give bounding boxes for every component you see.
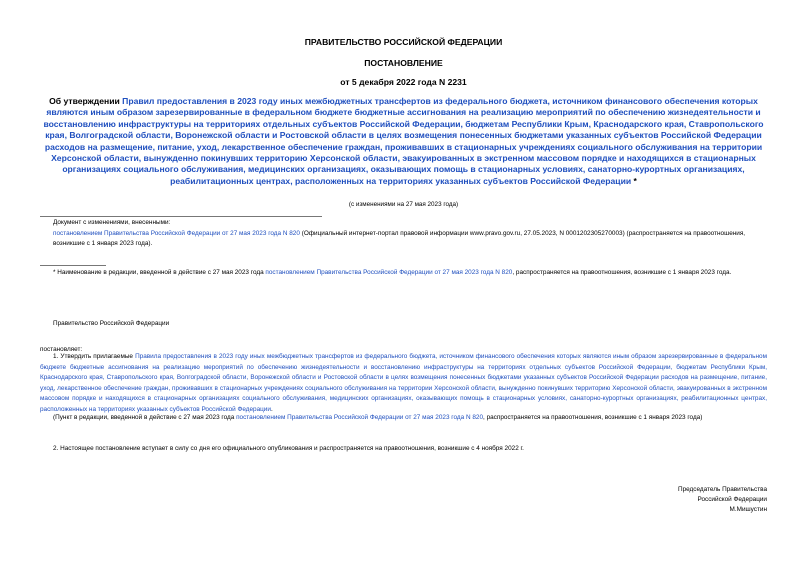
p1-note-prefix: (Пункт в редакции, введенной в действие с 27 мая 2023 года [53, 414, 237, 421]
title-suffix: * [631, 175, 637, 186]
p1-prefix: 1. Утвердить прилагаемые [53, 353, 136, 360]
footnote-suffix: , распространяется на правоотношения, возникшие с 1 января 2023 года. [512, 269, 732, 276]
resolves-line: постановляет: [40, 346, 83, 353]
doc-changes-link[interactable]: постановлением Правительства Российской Федерации от 27 мая 2023 года N 820 [53, 229, 300, 237]
document-title [40, 96, 767, 187]
p2-text: 2. Настоящее постановление вступает в силу со дня его официального опубликования и распространяется на правоотношения, возникшие с 4 ноября 2022 г. [53, 445, 524, 452]
paragraph-1 [40, 352, 767, 415]
title-rules-link[interactable]: Правил предоставления в 2023 году иных межбюджетных трансфертов из федерального бюджета, источником финансового обеспечения которых являются иным образом зарезервированные в федеральном бюджете бюджетные ассигнования на реализацию мероприятий по обеспечению жизнедеятельности и восстановлению инфраструктуры на территориях отдельных субъектов Российской Федерации, бюджетам Республики Крым, Краснодарского края, Ставропольского края, Волгоградской области, Воронежской области и Ростовской области в целях возмещения понесенных бюджетами указанных субъектов Российской Федерации расходов на размещение, питание, уход, лекарственное обеспечение граждан, проживавших в стационарных учреждениях социального обслуживания на территории Херсонской области, вынужденно покинувших территорию Херсонской области, эвакуированных в экстренном массовом порядке и находящихся в стационарных организациях социального обслуживания, медицинских организациях, оказывающих помощь в стационарных условиях, санаторно-курортных организациях, реабилитационных центрах, расположенных на территориях указанных субъектов Российской Федерации [43, 96, 764, 186]
paragraph-1-note [40, 413, 767, 424]
doc-changes-heading: Документ с изменениями, внесенными: [53, 219, 171, 226]
org-heading: ПРАВИТЕЛЬСТВО РОССИЙСКОЙ ФЕДЕРАЦИИ [304, 37, 503, 47]
doc-changes-block [40, 218, 767, 250]
signature-name: М.Мишустин [729, 506, 767, 513]
footnote-link[interactable]: постановлением Правительства Российской Федерации от 27 мая 2023 года N 820 [265, 269, 513, 276]
footnote [40, 268, 767, 279]
footnote-prefix: * Наименование в редакции, введенной в действие с 27 мая 2023 года [53, 269, 266, 276]
signature-position: Председатель Правительства [678, 486, 767, 493]
doc-changes-rest: (Официальный интернет-портал правовой информации www.pravo.gov.ru, 27.05.2023, N 0001202305270003) (распространяется на правоотношения, возникшие с 1 января 2023 года). [53, 229, 746, 247]
p1-suffix: . [270, 405, 273, 413]
paragraph-2 [40, 444, 767, 455]
doc-changes-text [40, 229, 767, 250]
title-prefix: Об утверждении [49, 96, 123, 106]
p1-note-suffix: , распространяется на правоотношения, возникшие с 1 января 2023 года) [483, 414, 703, 421]
divider [40, 216, 322, 217]
p1-rules-link[interactable]: Правила предоставления в 2023 году иных межбюджетных трансфертов из федерального бюджета, источником финансового обеспечения которых являются иным образом зарезервированные в федеральном бюджете бюджетные ассигнования на реализацию мероприятий по обеспечению жизнедеятельности и восстановлению инфраструктуры на территориях отдельных субъектов Российской Федерации, бюджетам Республики Крым, Краснодарского края, Ставропольского края, Волгоградской области, Воронежской области и Ростовской области в целях возмещения понесенных бюджетами указанных субъектов Российской Федерации расходов на размещение, питание, уход, лекарственное обеспечение граждан, проживавших в стационарных учреждениях социального обслуживания на территории Херсонской области, вынужденно покинувших территорию Херсонской области, эвакуированных в экстренном массовом порядке и находящихся в стационарных организациях социального обслуживания, медицинских организациях, оказывающих помощь в стационарных условиях, санаторно-курортных организациях, реабилитационных центрах, расположенных на территориях указанных субъектов Российской Федерации [40, 353, 767, 413]
government-line: Правительство Российской Федерации [53, 320, 170, 327]
changes-note: (с изменениями на 27 мая 2023 года) [348, 201, 459, 208]
signature-block [560, 485, 767, 515]
footnote-divider [40, 265, 106, 266]
signature-org: Российской Федерации [697, 496, 767, 503]
p1-note-link[interactable]: постановлением Правительства Российской Федерации от 27 мая 2023 года N 820 [236, 414, 484, 421]
date-number-heading: от 5 декабря 2022 года N 2231 [340, 77, 467, 87]
doc-type-heading: ПОСТАНОВЛЕНИЕ [364, 58, 443, 68]
